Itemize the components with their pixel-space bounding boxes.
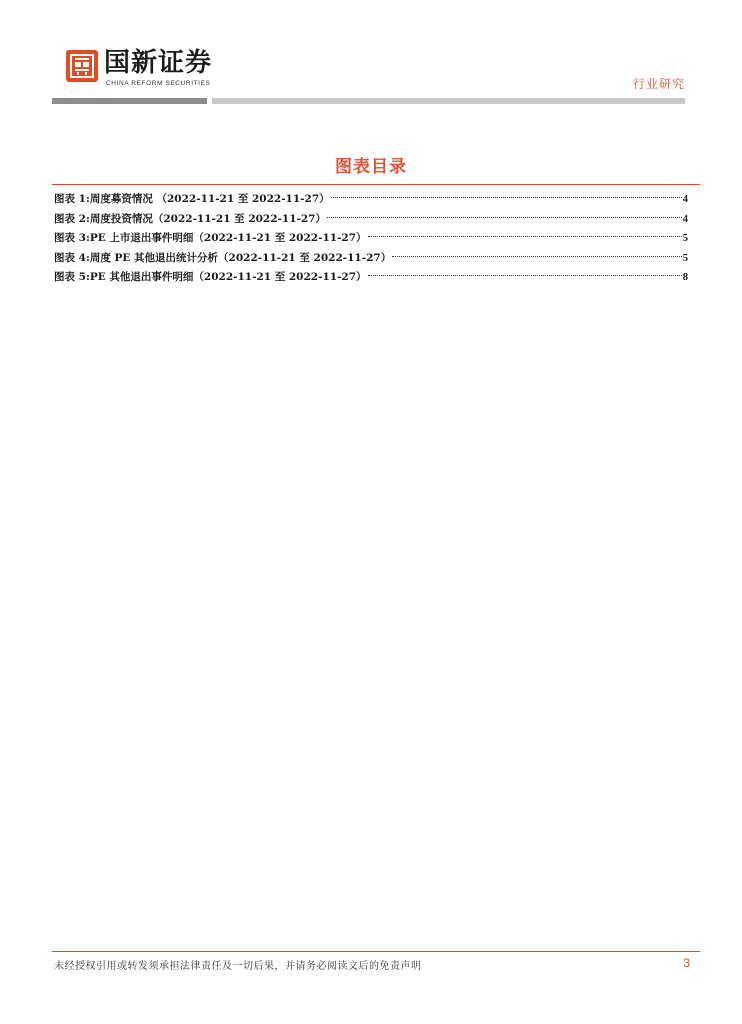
toc-dot-leader	[368, 275, 682, 276]
toc-entry-page: 4	[682, 213, 688, 225]
toc-divider	[52, 184, 700, 185]
toc-entry-label: 图表 2:	[54, 212, 90, 225]
footer-divider	[52, 951, 700, 952]
toc-entry-text: PE 其他退出事件明细（2022-11-21 至 2022-11-27）	[89, 271, 367, 283]
toc-entry-text: 周度投资情况（2022-11-21 至 2022-11-27）	[89, 212, 326, 225]
toc-entry-page: 8	[682, 272, 688, 283]
toc-entry-page: 5	[682, 233, 688, 244]
toc-entry-page: 5	[682, 252, 688, 264]
toc-dot-leader	[331, 197, 682, 198]
brand-name: 国新证券	[104, 48, 213, 78]
toc-entry[interactable]	[54, 249, 688, 269]
toc-dot-leader	[368, 236, 682, 237]
toc-dot-leader	[392, 256, 682, 257]
toc-entry-text: 周度募资情况 （2022-11-21 至 2022-11-27）	[89, 193, 330, 205]
toc-entry[interactable]	[54, 229, 688, 249]
brand-name-english: CHINA REFORM SECURITIES	[106, 80, 211, 87]
toc-entry-page: 4	[682, 194, 688, 205]
header-divider-light	[212, 98, 685, 104]
toc-entry-text: 周度 PE 其他退出统计分析（2022-11-21 至 2022-11-27）	[89, 251, 392, 264]
header-divider-dark	[52, 98, 207, 104]
toc-title: 图表目录	[335, 157, 407, 177]
toc-entry-label: 图表 1:	[54, 193, 90, 205]
toc-entry[interactable]	[54, 268, 688, 288]
toc-entry-label: 图表 3:	[54, 232, 90, 244]
toc-dot-leader	[327, 217, 682, 218]
page-number: 3	[683, 956, 690, 970]
seal-logo-icon	[66, 50, 98, 82]
toc-entry-text: PE 上市退出事件明细（2022-11-21 至 2022-11-27）	[89, 232, 367, 244]
toc-entry[interactable]	[54, 190, 688, 210]
toc-list	[54, 190, 688, 288]
toc-entry-label: 图表 5:	[54, 271, 90, 283]
toc-entry-label: 图表 4:	[54, 251, 90, 264]
toc-entry[interactable]	[54, 210, 688, 230]
footer-disclaimer: 未经授权引用或转发须承担法律责任及一切后果，并请务必阅读文后的免责声明	[54, 961, 422, 972]
report-type-label: 行业研究	[632, 77, 685, 91]
